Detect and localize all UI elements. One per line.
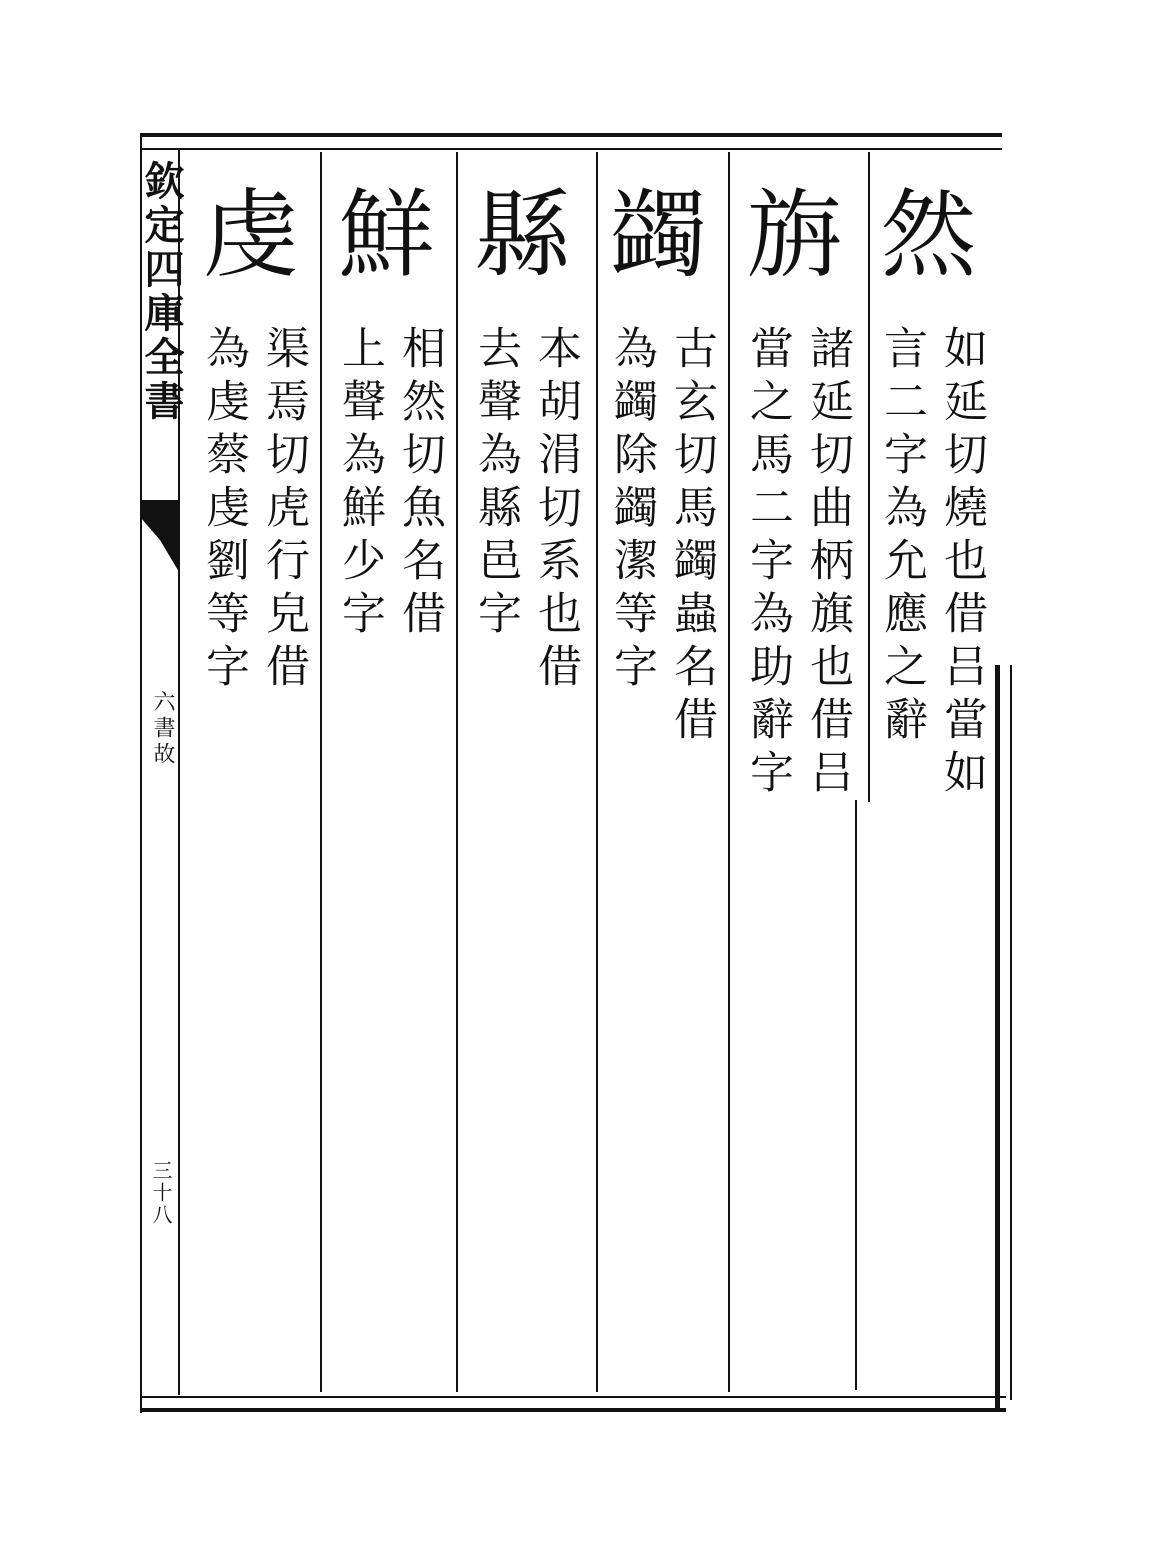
- book-title: 欽定四庫全書: [138, 160, 185, 424]
- gloss-line: 為虔蔡虔劉等字: [198, 325, 249, 696]
- top-inner-border: [140, 148, 1002, 150]
- seal-character: 然: [880, 179, 977, 291]
- column-divider: [728, 152, 730, 1392]
- gloss-line: 如延切燒也借吕當如: [936, 325, 987, 802]
- gloss-line: 諸延切曲柄旗也借吕: [802, 325, 853, 802]
- column-divider: [456, 152, 458, 1392]
- fishtail-mark-icon: [141, 500, 179, 572]
- gloss-line: 上聲為鮮少字: [334, 325, 385, 643]
- seal-character: 縣: [474, 179, 571, 291]
- seal-character: 旃: [746, 179, 843, 291]
- dictionary-entry: [188, 160, 318, 1390]
- gloss-line: 古玄切馬蠲蟲名借: [666, 325, 717, 749]
- seal-character: 蠲: [610, 179, 707, 291]
- top-border: [140, 133, 1002, 137]
- gloss-line: 言二字為允應之辭: [876, 325, 927, 749]
- seal-character: 虔: [202, 179, 299, 291]
- gloss-line: 渠焉切虎行皃借: [258, 325, 309, 696]
- bottom-border: [142, 1408, 1006, 1412]
- dictionary-entry: [596, 160, 726, 1390]
- gloss-line: 相然切魚名借: [394, 325, 445, 643]
- gloss-line: 為蠲除蠲潔等字: [606, 325, 657, 696]
- dictionary-entry: [324, 160, 454, 1390]
- bottom-inner-border: [142, 1396, 1006, 1398]
- seal-character: 鮮: [338, 179, 435, 291]
- gloss-line: 去聲為縣邑字: [470, 325, 521, 643]
- right-inner-border: [1010, 665, 1012, 1400]
- gloss-line: 當之馬二字為助辭字: [742, 325, 793, 802]
- gloss-line: 本胡涓切系也借: [530, 325, 581, 696]
- dictionary-entry: [866, 160, 996, 1390]
- page-number: 三十八: [149, 1160, 173, 1226]
- dictionary-entry: [460, 160, 590, 1390]
- dictionary-entry: [732, 160, 862, 1390]
- section-title: 六書故: [150, 690, 175, 768]
- column-divider: [320, 152, 322, 1392]
